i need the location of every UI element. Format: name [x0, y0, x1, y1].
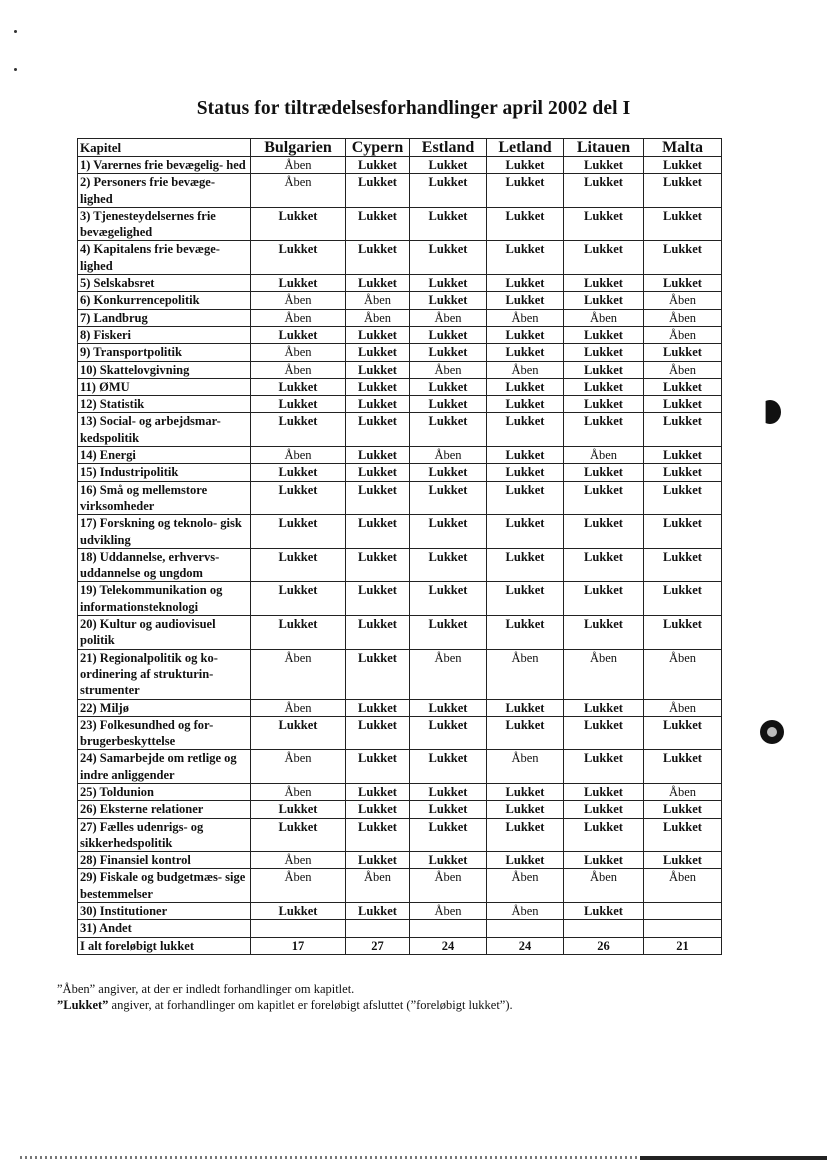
status-cell-litauen: Lukket	[564, 396, 644, 413]
status-cell-cypern: Åben	[346, 309, 410, 326]
status-cell-estland: Åben	[410, 903, 487, 920]
status-cell-litauen: Åben	[564, 869, 644, 903]
footnote-aaben	[57, 982, 354, 997]
status-cell-litauen: Lukket	[564, 750, 644, 784]
status-cell-cypern: Lukket	[346, 344, 410, 361]
status-cell-bulgarien: Åben	[251, 174, 346, 208]
status-cell-bulgarien: Åben	[251, 292, 346, 309]
status-cell-letland: Lukket	[487, 582, 564, 616]
status-cell-malta: Lukket	[644, 241, 722, 275]
status-cell-bulgarien: Åben	[251, 750, 346, 784]
status-cell-litauen: Lukket	[564, 361, 644, 378]
status-cell-litauen: Åben	[564, 447, 644, 464]
chapter-name: 7) Landbrug	[78, 309, 251, 326]
status-cell-letland: Lukket	[487, 447, 564, 464]
status-cell-cypern: Lukket	[346, 157, 410, 174]
table-row	[78, 378, 722, 395]
scan-speck	[14, 68, 17, 71]
chapter-name: 18) Uddannelse, erhvervs- uddannelse og ungdom	[78, 548, 251, 582]
footnote-lukket	[57, 998, 513, 1013]
status-cell-estland: Lukket	[410, 275, 487, 292]
status-cell-litauen: Lukket	[564, 699, 644, 716]
status-cell-estland: Lukket	[410, 852, 487, 869]
status-cell-litauen: Lukket	[564, 275, 644, 292]
table-row	[78, 548, 722, 582]
chapter-name: 26) Eksterne relationer	[78, 801, 251, 818]
chapter-name: 5) Selskabsret	[78, 275, 251, 292]
status-cell-cypern: Lukket	[346, 174, 410, 208]
table-row	[78, 699, 722, 716]
status-cell-letland: Lukket	[487, 396, 564, 413]
status-cell-cypern: Lukket	[346, 481, 410, 515]
status-cell-malta: Lukket	[644, 413, 722, 447]
status-cell-cypern: Lukket	[346, 649, 410, 699]
table-row	[78, 157, 722, 174]
total-cypern: 27	[346, 937, 410, 954]
status-cell-estland: Åben	[410, 309, 487, 326]
table-row	[78, 447, 722, 464]
punch-hole-mark	[760, 720, 784, 744]
status-cell-estland: Lukket	[410, 464, 487, 481]
chapter-name: 23) Folkesundhed og for- brugerbeskyttelse	[78, 716, 251, 750]
status-cell-litauen: Lukket	[564, 852, 644, 869]
status-cell-bulgarien: Lukket	[251, 396, 346, 413]
table-row	[78, 361, 722, 378]
status-cell-bulgarien	[251, 920, 346, 937]
status-cell-cypern: Lukket	[346, 241, 410, 275]
total-row	[78, 937, 722, 954]
status-cell-malta: Åben	[644, 361, 722, 378]
table-row	[78, 309, 722, 326]
status-cell-letland: Lukket	[487, 616, 564, 650]
status-cell-letland: Åben	[487, 869, 564, 903]
status-cell-bulgarien: Lukket	[251, 464, 346, 481]
status-cell-estland: Lukket	[410, 548, 487, 582]
status-cell-malta: Lukket	[644, 157, 722, 174]
chapter-name: 21) Regionalpolitik og ko- ordinering af strukturin- strumenter	[78, 649, 251, 699]
column-header-kapitel: Kapitel	[78, 139, 251, 157]
status-cell-letland: Lukket	[487, 241, 564, 275]
total-malta: 21	[644, 937, 722, 954]
table-row	[78, 241, 722, 275]
status-cell-estland: Lukket	[410, 801, 487, 818]
status-cell-letland: Lukket	[487, 481, 564, 515]
table-row	[78, 292, 722, 309]
status-cell-malta: Lukket	[644, 207, 722, 241]
table-row	[78, 869, 722, 903]
status-cell-malta: Lukket	[644, 582, 722, 616]
chapter-name: 20) Kultur og audiovisuel politik	[78, 616, 251, 650]
status-cell-bulgarien: Åben	[251, 447, 346, 464]
status-cell-bulgarien: Lukket	[251, 548, 346, 582]
status-cell-letland: Lukket	[487, 783, 564, 800]
status-cell-malta: Åben	[644, 783, 722, 800]
status-cell-litauen: Lukket	[564, 241, 644, 275]
chapter-name: 8) Fiskeri	[78, 326, 251, 343]
status-cell-cypern: Lukket	[346, 548, 410, 582]
status-cell-cypern: Lukket	[346, 447, 410, 464]
status-cell-cypern: Lukket	[346, 378, 410, 395]
status-cell-letland: Åben	[487, 649, 564, 699]
status-cell-malta: Lukket	[644, 174, 722, 208]
status-cell-litauen: Lukket	[564, 801, 644, 818]
table-row	[78, 818, 722, 852]
status-cell-malta	[644, 920, 722, 937]
status-cell-malta: Lukket	[644, 464, 722, 481]
chapter-name: 16) Små og mellemstore virksomheder	[78, 481, 251, 515]
status-cell-cypern: Lukket	[346, 783, 410, 800]
footnote-lukket-text: angiver, at forhandlinger om kapitlet er foreløbigt afsluttet (”foreløbigt lukket”).	[108, 998, 513, 1012]
table-row	[78, 649, 722, 699]
status-cell-litauen: Lukket	[564, 292, 644, 309]
status-cell-litauen: Åben	[564, 649, 644, 699]
table-row	[78, 174, 722, 208]
chapter-name: 30) Institutioner	[78, 903, 251, 920]
status-cell-malta: Lukket	[644, 275, 722, 292]
table-row	[78, 750, 722, 784]
column-header-estland: Estland	[410, 139, 487, 157]
status-cell-litauen: Lukket	[564, 481, 644, 515]
status-cell-litauen: Lukket	[564, 548, 644, 582]
chapter-name: 17) Forskning og teknolo- gisk udvikling	[78, 515, 251, 549]
status-cell-letland: Lukket	[487, 548, 564, 582]
status-cell-cypern: Åben	[346, 292, 410, 309]
status-cell-litauen	[564, 920, 644, 937]
status-cell-litauen: Lukket	[564, 157, 644, 174]
table-row	[78, 616, 722, 650]
chapter-name: 13) Social- og arbejdsmar- kedspolitik	[78, 413, 251, 447]
status-cell-estland: Lukket	[410, 616, 487, 650]
status-cell-estland: Lukket	[410, 699, 487, 716]
total-letland: 24	[487, 937, 564, 954]
status-cell-litauen: Lukket	[564, 515, 644, 549]
status-cell-litauen: Lukket	[564, 783, 644, 800]
chapter-name: 2) Personers frie bevæge- lighed	[78, 174, 251, 208]
status-cell-cypern: Lukket	[346, 801, 410, 818]
status-cell-cypern: Lukket	[346, 207, 410, 241]
status-cell-cypern	[346, 920, 410, 937]
status-cell-estland: Lukket	[410, 716, 487, 750]
footnote-aaben-text: angiver, at der er indledt forhandlinger om kapitlet.	[95, 982, 355, 996]
status-cell-letland: Lukket	[487, 818, 564, 852]
status-cell-estland: Åben	[410, 361, 487, 378]
status-cell-litauen: Lukket	[564, 174, 644, 208]
status-cell-bulgarien: Lukket	[251, 582, 346, 616]
chapter-name: 19) Telekommunikation og informationsteknologi	[78, 582, 251, 616]
status-cell-estland	[410, 920, 487, 937]
total-bulgarien: 17	[251, 937, 346, 954]
status-cell-cypern: Lukket	[346, 361, 410, 378]
status-cell-bulgarien: Åben	[251, 361, 346, 378]
chapter-name: 31) Andet	[78, 920, 251, 937]
status-cell-malta: Lukket	[644, 801, 722, 818]
status-cell-bulgarien: Lukket	[251, 207, 346, 241]
footnote-lukket-term: ”Lukket”	[57, 998, 109, 1012]
chapter-name: 15) Industripolitik	[78, 464, 251, 481]
status-cell-estland: Lukket	[410, 582, 487, 616]
column-header-litauen: Litauen	[564, 139, 644, 157]
status-cell-letland: Åben	[487, 309, 564, 326]
table-row	[78, 275, 722, 292]
status-cell-cypern: Lukket	[346, 515, 410, 549]
status-cell-malta: Åben	[644, 869, 722, 903]
status-cell-bulgarien: Åben	[251, 869, 346, 903]
status-cell-cypern: Lukket	[346, 275, 410, 292]
chapter-name: 11) ØMU	[78, 378, 251, 395]
status-cell-cypern: Lukket	[346, 699, 410, 716]
status-cell-estland: Lukket	[410, 783, 487, 800]
status-cell-litauen: Lukket	[564, 326, 644, 343]
status-cell-cypern: Åben	[346, 869, 410, 903]
status-cell-letland: Lukket	[487, 378, 564, 395]
status-cell-bulgarien: Lukket	[251, 616, 346, 650]
status-cell-estland: Lukket	[410, 241, 487, 275]
status-cell-bulgarien: Lukket	[251, 716, 346, 750]
status-cell-letland: Åben	[487, 903, 564, 920]
status-cell-bulgarien: Åben	[251, 852, 346, 869]
status-cell-estland: Lukket	[410, 157, 487, 174]
status-cell-malta: Lukket	[644, 378, 722, 395]
chapter-name: 24) Samarbejde om retlige og indre anliggender	[78, 750, 251, 784]
status-cell-estland: Lukket	[410, 174, 487, 208]
chapter-name: 6) Konkurrencepolitik	[78, 292, 251, 309]
footnote-aaben-term: ”Åben”	[57, 982, 96, 996]
table-body	[78, 157, 722, 938]
chapter-name: 10) Skattelovgivning	[78, 361, 251, 378]
status-cell-bulgarien: Åben	[251, 157, 346, 174]
status-cell-letland: Lukket	[487, 275, 564, 292]
table-row	[78, 396, 722, 413]
status-cell-litauen: Lukket	[564, 616, 644, 650]
status-cell-bulgarien: Åben	[251, 309, 346, 326]
status-cell-bulgarien: Lukket	[251, 818, 346, 852]
status-cell-malta: Lukket	[644, 750, 722, 784]
table-row	[78, 464, 722, 481]
status-cell-cypern: Lukket	[346, 716, 410, 750]
status-cell-litauen: Lukket	[564, 818, 644, 852]
chapter-name: 27) Fælles udenrigs- og sikkerhedspolitik	[78, 818, 251, 852]
column-header-malta: Malta	[644, 139, 722, 157]
status-cell-litauen: Lukket	[564, 413, 644, 447]
table-row	[78, 326, 722, 343]
chapter-name: 14) Energi	[78, 447, 251, 464]
status-cell-malta: Åben	[644, 292, 722, 309]
status-cell-letland: Lukket	[487, 852, 564, 869]
status-cell-letland: Lukket	[487, 464, 564, 481]
status-cell-letland: Lukket	[487, 157, 564, 174]
status-cell-bulgarien: Lukket	[251, 903, 346, 920]
status-cell-estland: Lukket	[410, 396, 487, 413]
status-cell-malta: Lukket	[644, 716, 722, 750]
status-cell-estland: Lukket	[410, 378, 487, 395]
status-cell-litauen: Lukket	[564, 716, 644, 750]
status-cell-malta: Lukket	[644, 481, 722, 515]
total-litauen: 26	[564, 937, 644, 954]
chapter-name: 4) Kapitalens frie bevæge- lighed	[78, 241, 251, 275]
status-cell-cypern: Lukket	[346, 326, 410, 343]
status-cell-estland: Lukket	[410, 750, 487, 784]
chapter-name: 9) Transportpolitik	[78, 344, 251, 361]
table-row	[78, 481, 722, 515]
table-row	[78, 801, 722, 818]
table-row	[78, 582, 722, 616]
status-cell-malta: Lukket	[644, 447, 722, 464]
table-row	[78, 716, 722, 750]
scan-edge-line-dark	[640, 1156, 827, 1160]
status-cell-bulgarien: Lukket	[251, 326, 346, 343]
status-cell-litauen: Lukket	[564, 582, 644, 616]
status-cell-letland: Lukket	[487, 699, 564, 716]
status-cell-estland: Lukket	[410, 344, 487, 361]
total-estland: 24	[410, 937, 487, 954]
status-cell-litauen: Lukket	[564, 378, 644, 395]
table-row	[78, 207, 722, 241]
status-cell-estland: Lukket	[410, 818, 487, 852]
status-cell-cypern: Lukket	[346, 903, 410, 920]
status-cell-litauen: Åben	[564, 309, 644, 326]
status-cell-estland: Lukket	[410, 515, 487, 549]
total-label: I alt foreløbigt lukket	[78, 937, 251, 954]
status-cell-estland: Lukket	[410, 207, 487, 241]
chapter-name: 3) Tjenesteydelsernes frie bevægelighed	[78, 207, 251, 241]
status-cell-letland: Lukket	[487, 716, 564, 750]
status-cell-bulgarien: Lukket	[251, 275, 346, 292]
column-header-cypern: Cypern	[346, 139, 410, 157]
chapter-name: 28) Finansiel kontrol	[78, 852, 251, 869]
status-cell-litauen: Lukket	[564, 344, 644, 361]
status-cell-cypern: Lukket	[346, 616, 410, 650]
status-cell-estland: Åben	[410, 447, 487, 464]
table-row	[78, 852, 722, 869]
page-title: Status for tiltrædelsesforhandlinger april 2002 del I	[196, 98, 631, 119]
status-cell-letland: Lukket	[487, 515, 564, 549]
status-cell-letland: Lukket	[487, 292, 564, 309]
status-cell-malta: Åben	[644, 699, 722, 716]
status-cell-malta: Lukket	[644, 344, 722, 361]
status-cell-malta	[644, 903, 722, 920]
status-cell-cypern: Lukket	[346, 818, 410, 852]
status-cell-estland: Lukket	[410, 413, 487, 447]
table-header-row	[78, 139, 722, 157]
status-cell-letland: Lukket	[487, 326, 564, 343]
table-row	[78, 903, 722, 920]
status-cell-estland: Åben	[410, 869, 487, 903]
status-cell-bulgarien: Lukket	[251, 801, 346, 818]
status-cell-cypern: Lukket	[346, 413, 410, 447]
chapter-name: 1) Varernes frie bevægelig- hed	[78, 157, 251, 174]
punch-hole-mark	[759, 400, 781, 424]
status-cell-malta: Lukket	[644, 852, 722, 869]
status-cell-bulgarien: Åben	[251, 783, 346, 800]
status-cell-litauen: Lukket	[564, 903, 644, 920]
status-cell-bulgarien: Åben	[251, 344, 346, 361]
status-cell-cypern: Lukket	[346, 750, 410, 784]
status-cell-letland	[487, 920, 564, 937]
status-cell-cypern: Lukket	[346, 464, 410, 481]
status-table	[77, 138, 722, 955]
status-cell-bulgarien: Åben	[251, 649, 346, 699]
status-cell-estland: Lukket	[410, 326, 487, 343]
status-cell-cypern: Lukket	[346, 582, 410, 616]
scan-speck	[14, 30, 17, 33]
table-row	[78, 344, 722, 361]
status-cell-letland: Åben	[487, 750, 564, 784]
status-cell-cypern: Lukket	[346, 852, 410, 869]
chapter-name: 22) Miljø	[78, 699, 251, 716]
status-cell-malta: Åben	[644, 309, 722, 326]
column-header-bulgarien: Bulgarien	[251, 139, 346, 157]
status-cell-letland: Lukket	[487, 413, 564, 447]
status-cell-malta: Lukket	[644, 548, 722, 582]
status-cell-letland: Lukket	[487, 174, 564, 208]
status-cell-bulgarien: Lukket	[251, 241, 346, 275]
status-cell-estland: Lukket	[410, 481, 487, 515]
status-cell-estland: Lukket	[410, 292, 487, 309]
status-cell-malta: Lukket	[644, 396, 722, 413]
status-cell-letland: Lukket	[487, 801, 564, 818]
column-header-letland: Letland	[487, 139, 564, 157]
status-cell-bulgarien: Lukket	[251, 481, 346, 515]
chapter-name: 12) Statistik	[78, 396, 251, 413]
status-cell-bulgarien: Lukket	[251, 413, 346, 447]
chapter-name: 25) Toldunion	[78, 783, 251, 800]
status-cell-malta: Lukket	[644, 515, 722, 549]
table-row	[78, 783, 722, 800]
status-cell-letland: Lukket	[487, 207, 564, 241]
status-cell-litauen: Lukket	[564, 464, 644, 481]
status-cell-malta: Lukket	[644, 616, 722, 650]
status-cell-letland: Åben	[487, 361, 564, 378]
status-cell-letland: Lukket	[487, 344, 564, 361]
status-cell-bulgarien: Lukket	[251, 515, 346, 549]
status-cell-cypern: Lukket	[346, 396, 410, 413]
status-cell-malta: Åben	[644, 326, 722, 343]
status-cell-malta: Lukket	[644, 818, 722, 852]
status-cell-malta: Åben	[644, 649, 722, 699]
status-cell-bulgarien: Åben	[251, 699, 346, 716]
chapter-name: 29) Fiskale og budgetmæs- sige bestemmelser	[78, 869, 251, 903]
table-row	[78, 413, 722, 447]
table-row	[78, 920, 722, 937]
status-cell-estland: Åben	[410, 649, 487, 699]
status-cell-litauen: Lukket	[564, 207, 644, 241]
status-cell-bulgarien: Lukket	[251, 378, 346, 395]
table-row	[78, 515, 722, 549]
